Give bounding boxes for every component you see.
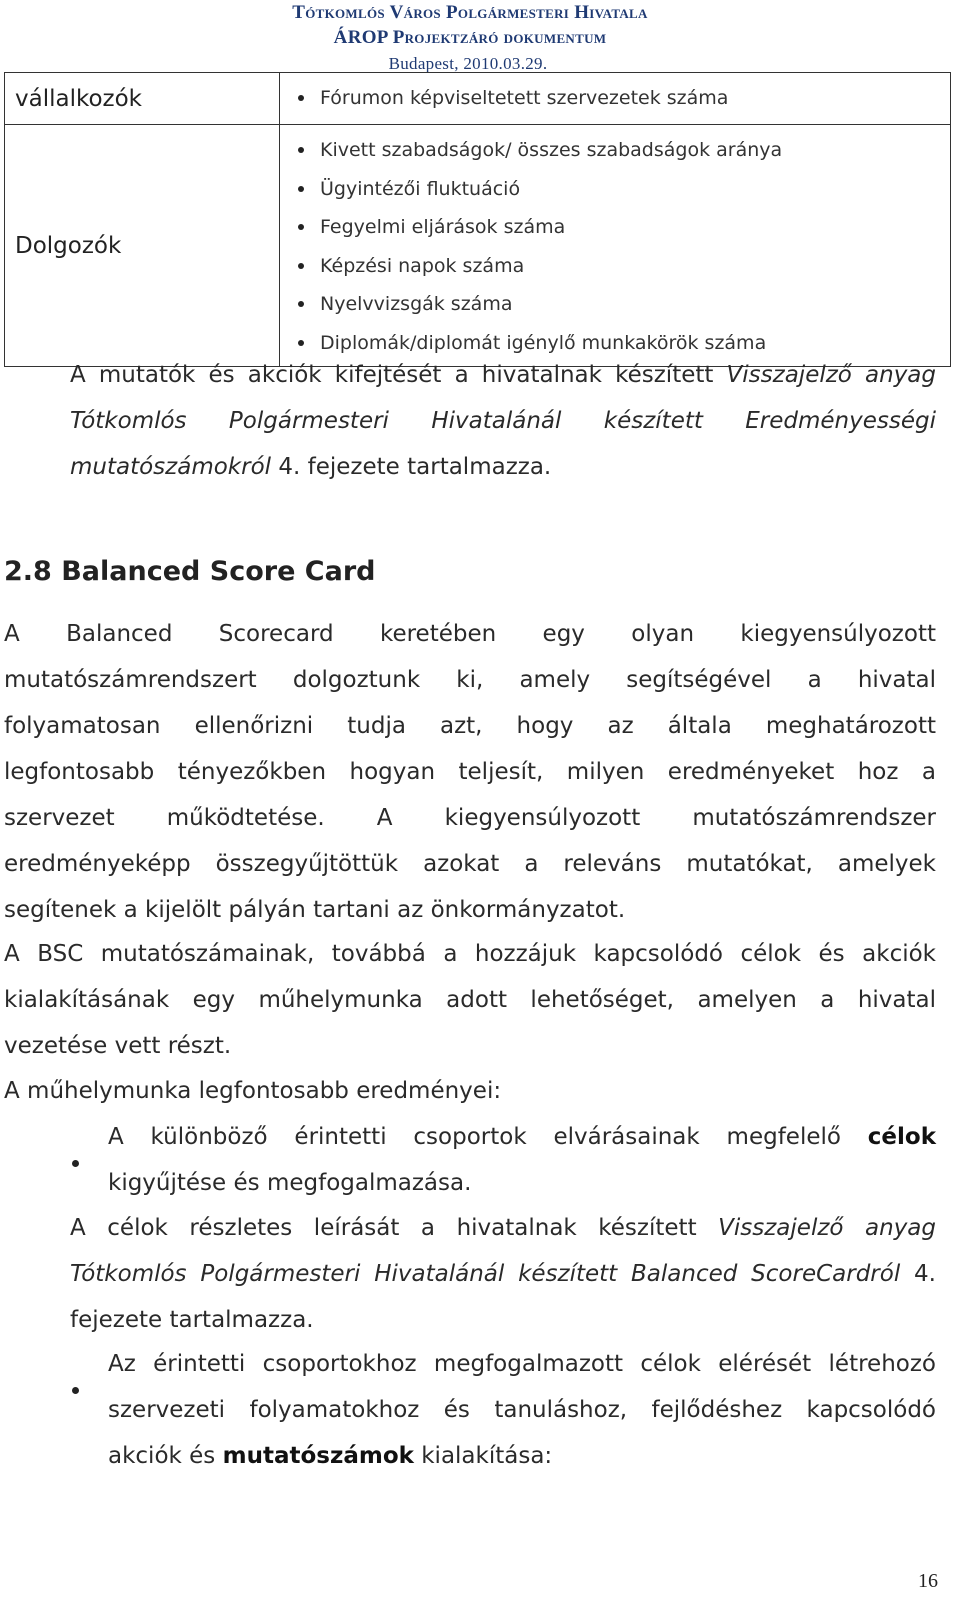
paragraph-line: A Balanced Scorecard keretében egy olyan kiegyensúlyozott [4, 621, 936, 647]
section-heading: 2.8 Balanced Score Card [4, 556, 376, 587]
paragraph-line: A különböző érintetti csoportok elvárásainak megfelelő célok [108, 1124, 936, 1150]
list-item: Fórumon képviseltetett szervezetek száma [298, 79, 950, 118]
paragraph-line: mutatószámokról 4. fejezete tartalmazza. [70, 454, 552, 480]
paragraph-indicators-reference [70, 352, 936, 490]
paragraph-line: A műhelymunka legfontosabb eredményei: [4, 1078, 502, 1104]
paragraph-line: Tótkomlós Polgármesteri Hivatalánál készített Balanced ScoreCardról 4. [70, 1261, 936, 1287]
doc-header-title: ÁROP Projektzáró dokumentum [333, 27, 607, 48]
paragraph-line: Az érintetti csoportokhoz megfogalmazott célok elérését létrehozó [108, 1351, 936, 1377]
paragraph-line: kigyűjtése és megfogalmazása. [108, 1170, 472, 1196]
paragraph-line: eredményeképp összegyűjtöttük azokat a releváns mutatókat, amelyek [4, 851, 936, 877]
paragraph-line: legfontosabb tényezőkben hogyan teljesít, milyen eredményeket hoz a [4, 759, 936, 785]
indicator-table [4, 72, 951, 367]
list-item: Képzési napok száma [298, 247, 950, 286]
paragraph-workshop-results [4, 1068, 936, 1114]
paragraph-line: akciók és mutatószámok kialakítása: [108, 1443, 553, 1469]
paragraph-line: segítenek a kijelölt pályán tartani az önkormányzatot. [4, 897, 626, 923]
page-number: 16 [918, 1570, 938, 1592]
list-item: Fegyelmi eljárások száma [298, 208, 950, 247]
list-item: Diplomák/diplomát igénylő munkakörök száma [298, 324, 950, 363]
table-row [5, 73, 951, 125]
paragraph-line: vezetése vett részt. [4, 1033, 232, 1059]
paragraph-line: mutatószámrendszert dolgoztunk ki, amely segítségével a hivatal [4, 667, 936, 693]
paragraph-line: folyamatosan ellenőrizni tudja azt, hogy az általa meghatározott [4, 713, 936, 739]
doc-header-date: Budapest, 2010.03.29. [388, 54, 548, 73]
paragraph-bsc-workshop [4, 931, 936, 1069]
doc-header-organization: Tótkomlós Város Polgármesteri Hivatala [292, 2, 648, 23]
paragraph-line: A BSC mutatószámainak, továbbá a hozzájuk kapcsolódó célok és akciók [4, 941, 936, 967]
paragraph-line: A mutatók és akciók kifejtését a hivatalnak készített Visszajelző anyag [70, 362, 936, 388]
paragraph-line: Tótkomlós Polgármesteri Hivatalánál készített Eredményességi [70, 408, 936, 434]
list-item: Nyelvvizsgák száma [298, 285, 950, 324]
paragraph-goals-reference [70, 1205, 936, 1343]
bullet-item-actions [108, 1341, 936, 1479]
bullet-icon [72, 1387, 79, 1394]
list-item: Kivett szabadságok/ összes szabadságok aránya [298, 131, 950, 170]
bullet-icon [72, 1160, 79, 1167]
paragraph-bsc-intro [4, 611, 936, 933]
table-row-items [280, 73, 951, 125]
paragraph-line: A célok részletes leírását a hivatalnak készített Visszajelző anyag [70, 1215, 936, 1241]
paragraph-line: szervezeti folyamatokhoz és tanuláshoz, fejlődéshez kapcsolódó [108, 1397, 936, 1423]
paragraph-line: szervezet működtetése. A kiegyensúlyozott mutatószámrendszer [4, 805, 936, 831]
table-row-items [280, 125, 951, 367]
list-item: Ügyintézői fluktuáció [298, 170, 950, 209]
bullet-item-goals [108, 1114, 936, 1206]
paragraph-line: kialakításának egy műhelymunka adott lehetőséget, amelyen a hivatal [4, 987, 936, 1013]
paragraph-line: fejezete tartalmazza. [70, 1307, 314, 1333]
table-row [5, 125, 951, 367]
table-row-label: Dolgozók [5, 125, 280, 367]
table-row-label: vállalkozók [5, 73, 280, 125]
